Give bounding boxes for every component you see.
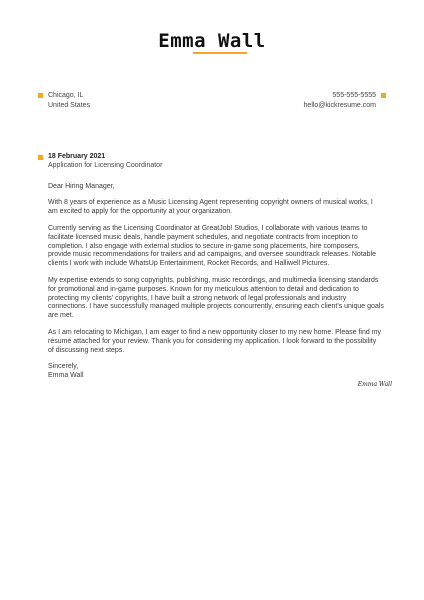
signer-name: Emma Wall [48,372,84,380]
letter-subject: Application for Licensing Coordinator [48,161,163,169]
salutation: Dear Hiring Manager, [48,182,115,190]
email[interactable]: hello@kickresume.com [303,102,376,109]
paragraph-expertise: My expertise extends to song copyrights, publishing, music recordings, and multimedia licensing standards for promotional and in-game purposes. Known for my meticulous attention to detail and dedication to protecting my clients' copyrights, I have built a strong network of legal professionals and industry connections. I have successfully managed multiple projects concurrently, ensuring each client's unique goals are met. [48,276,384,320]
country: United States [48,102,91,109]
paragraph-current-role: Currently serving as the Licensing Coordinator at GreatJob! Studios, I collaborate with various teams to facilitate licensed music deals, handle payment schedules, and negotiate contracts from inception to completion. I also engage with external studios to secure in-game song placements, hire composers, provide music recommendations for trailers and ad campaigns, and oversee soundtrack releases. Notable clients I work with include WhatsUp Entertainment, Rocket Records, and Halliwell Pictures. [48,224,377,268]
handwritten-signature: Emma Wall [357,381,392,388]
phone[interactable]: 555-555-5555 [332,92,376,99]
letter-date: 18 February 2021 [48,153,106,160]
contact-marker [381,93,386,98]
contact-block [304,91,376,111]
paragraph-experience: With 8 years of experience as a Music Licensing Agent representing copyright owners of musical works, I am excited to apply for the opportunity at your organization. [48,199,373,216]
letter-body [48,153,384,381]
name-underline [193,52,247,54]
closing: Sincerely, [48,363,79,371]
city: Chicago, IL [48,92,84,99]
applicant-name: Emma Wall [158,30,266,52]
address-marker [38,93,43,98]
date-marker [38,155,43,160]
paragraph-relocation: As I am relocating to Michigan, I am eager to find a new opportunity closer to my new home. Please find my résumé attached for your review. Thank you for considering my application. I look forward to the possibility of discussing next steps. [48,328,382,354]
address-block [48,91,90,111]
